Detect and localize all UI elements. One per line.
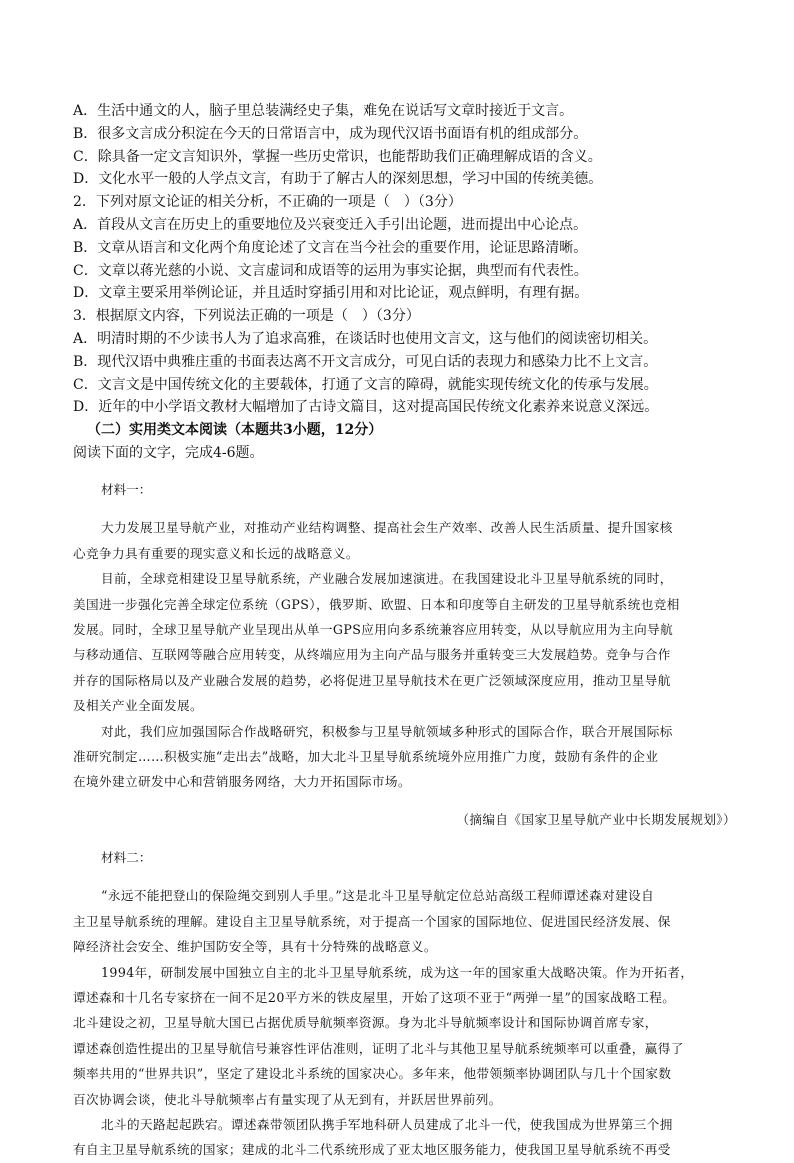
option-line: B．很多文言成分积淀在今天的日常语言中，成为现代汉语书面语有机的组成部分。 — [73, 125, 588, 142]
material-text-line: 大力发展卫星导航产业，对推动产业结构调整、提高社会生产效率、改善人民生活质量、提升国家核 — [101, 520, 673, 536]
question-stem: 3．根据原文内容，下列说法正确的一项是（ ）（3分） — [73, 308, 420, 325]
material-text-line: 有自主卫星导航系统的国家；建成的北斗二代系统形成了亚太地区服务能力，使我国卫星导航系统不再受 — [73, 1142, 671, 1158]
option-line: A．明清时期的不少读书人为了追求高雅，在谈话时也使用文言文，这与他们的阅读密切相关。 — [73, 330, 658, 347]
question-stem: 2．下列对原文论证的相关分析，不正确的一项是（ ）（3分） — [73, 194, 462, 211]
section-intro: 阅读下面的文字，完成4-6题。 — [73, 444, 264, 461]
material-text-line: 对此，我们应加强国际合作战略研究，积极参与卫星导航领域多种形式的国际合作，联合开展国际标 — [101, 723, 673, 739]
material-text-line: 目前，全球竞相建设卫星导航系统，产业融合发展加速演进。在我国建设北斗卫星导航系统的同时， — [101, 571, 673, 587]
material-text-line: 1994年，研制发展中国独立自主的北斗卫星导航系统，成为这一年的国家重大战略决策。作为开拓者， — [101, 964, 694, 980]
material-text-line: 北斗的天路起起跌宕。谭述森带领团队携手军地科研人员建成了北斗一代，使我国成为世界第三个拥 — [101, 1117, 673, 1133]
material-text-line: 百次协调会谈，使北斗导航频率占有量实现了从无到有，并跃居世界前列。 — [73, 1091, 502, 1107]
material-two — [73, 845, 744, 1162]
option-line: C．文言文是中国传统文化的主要载体，打通了文言的障碍，就能实现传统文化的传承与发展。 — [73, 376, 658, 393]
option-line: A．首段从文言在历史上的重要地位及兴衰变迁入手引出论题，进而提出中心论点。 — [73, 216, 588, 233]
material-text-line: 与移动通信、互联网等融合应用转变，从终端应用为主向产品与服务并重转变三大发展趋势。竞争与合作 — [73, 647, 671, 663]
material-text-line: 频率共用的“世界共识”，坚定了建设北斗系统的国家决心。多年来，他带领频率协调团队与几十个国家数 — [73, 1066, 672, 1082]
material-text-line: 美国进一步强化完善全球定位系统（GPS），俄罗斯、欧盟、日本和印度等自主研发的卫星导航系统也竞相 — [73, 596, 680, 612]
section1-block — [73, 100, 744, 419]
option-line: D．文化水平一般的人学点文言，有助于了解古人的深刻思想，学习中国的传统美德。 — [73, 171, 603, 188]
option-line: C．除具备一定文言知识外，掌握一些历史常识，也能帮助我们正确理解成语的含义。 — [73, 148, 602, 165]
material-text-line: “永远不能把登山的保险绳交到别人手里。”这是北斗卫星导航定位总站高级工程师谭述森对建设自 — [101, 888, 655, 904]
material-text-line: 发展。同时，全球卫星导航产业呈现出从单一GPS应用向多系统兼容应用转变，从以导航应用为主向导航 — [73, 621, 674, 637]
option-line: B．现代汉语中典雅庄重的书面表达离不开文言成分，可见白话的表现力和感染力比不上文言。 — [73, 353, 658, 370]
material-one — [73, 477, 744, 832]
material-text-line: 谭述森和十几名专家挤在一间不足20平方米的铁皮屋里，开始了这项不亚于“两弹一星”的国家战略工程。 — [73, 990, 676, 1006]
material-text-line: 谭述森创造性提出的卫星导航信号兼容性评估准则，证明了北斗与其他卫星导航系统频率可以重叠，赢得了 — [73, 1040, 684, 1056]
material-source: （摘编自《国家卫星导航产业中长期发展规划》） — [456, 812, 736, 828]
material-text-line: 并存的国际格局以及产业融合发展的趋势，必将促进卫星导航技术在更广泛领域深度应用，推动卫星导航 — [73, 672, 671, 688]
material-text-line: 准研究制定……积极实施“走出去”战略，加大北斗卫星导航系统境外应用推广力度，鼓励有条件的企业 — [73, 749, 659, 764]
material-text-line: 障经济社会安全、维护国防安全等，具有十分特殊的战略意义。 — [73, 939, 437, 955]
option-line: D．近年的中小学语文教材大幅增加了古诗文篇目，这对提高国民传统文化素养来说意义深远。 — [73, 399, 659, 416]
material-text-line: 在境外建立研发中心和营销服务网络，大力开拓国际市场。 — [73, 774, 411, 790]
material-text-line: 主卫星导航系统的理解。建设自主卫星导航系统，对于提高一个国家的国际地位、促进国民经济发展、保 — [73, 913, 671, 929]
option-line: D．文章主要采用举例论证，并且适时穿插引用和对比论证，观点鲜明，有理有据。 — [73, 285, 589, 302]
option-line: C．文章以蒋光慈的小说、文言虚词和成语等的运用为事实论据，典型而有代表性。 — [73, 262, 588, 279]
material-text-line: 北斗建设之初，卫星导航大国已占据优质导航频率资源。身为北斗导航频率设计和国际协调首席专家， — [73, 1015, 658, 1031]
material-title: 材料二： — [101, 850, 152, 866]
material-title: 材料一： — [101, 482, 152, 498]
option-line: B．文章从语言和文化两个角度论述了文言在当今社会的重要作用，论证思路清晰。 — [73, 239, 588, 256]
material-text-line: 心竞争力具有重要的现实意义和长远的战略意义。 — [73, 545, 359, 561]
material-text-line: 及相关产业全面发展。 — [73, 698, 203, 714]
option-line: A．生活中通文的人，脑子里总装满经史子集，难免在说话写文章时接近于文言。 — [73, 103, 574, 119]
section-heading: （二）实用类文本阅读（本题共3小题，12分） — [87, 422, 383, 439]
